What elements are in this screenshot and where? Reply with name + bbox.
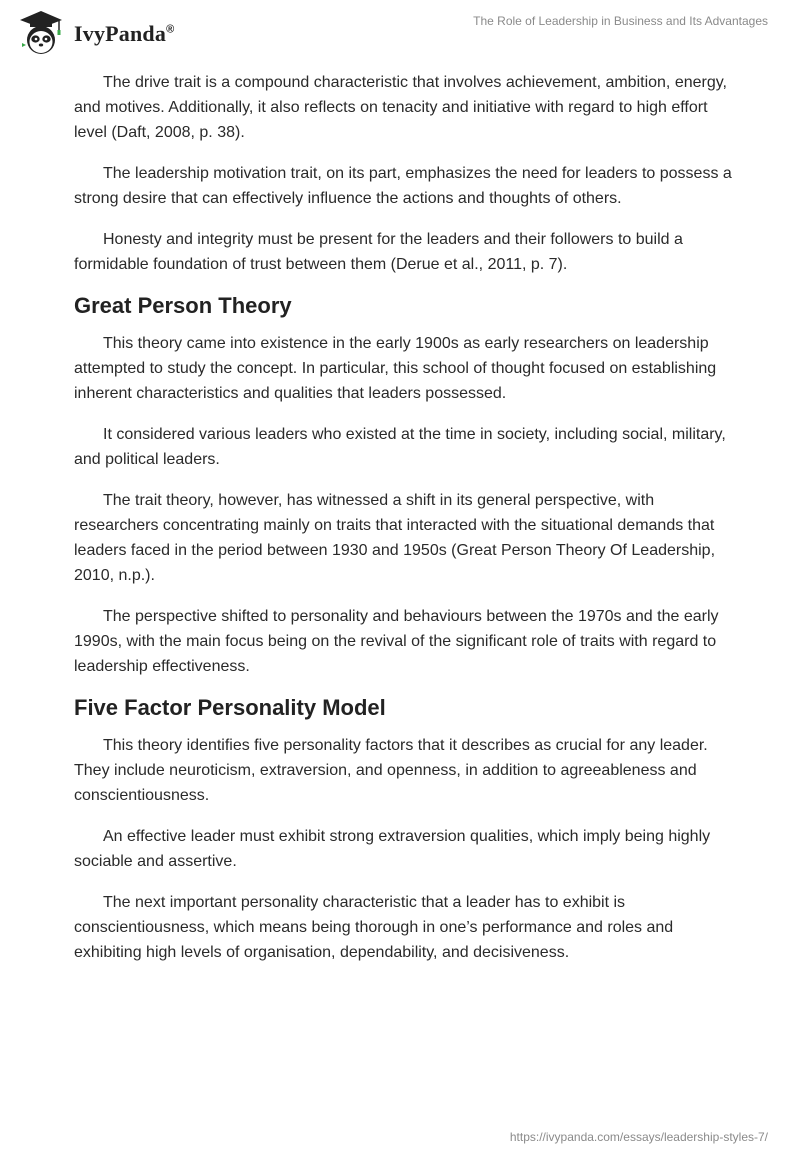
- paragraph: An effective leader must exhibit strong extraversion qualities, which imply being highly sociable and assertive.: [74, 828, 711, 870]
- paragraph: Honesty and integrity must be present for the leaders and their followers to build a formidable foundation of trust between them (Derue et al., 2011, p. 7).: [74, 231, 683, 273]
- paragraph: This theory came into existence in the early 1900s as early researchers on leadership attempted to study the concept. In particular, this school of thought focused on establishing inherent characteristics and qualities that leaders possessed.: [74, 335, 717, 402]
- section-heading: Great Person Theory: [74, 293, 292, 318]
- paragraph: The perspective shifted to personality and behaviours between the 1970s and the early 1990s, with the main focus being on the revival of the significant role of traits with regard to leadership effectiveness.: [74, 608, 719, 675]
- brand-name: IvyPanda®: [74, 21, 175, 46]
- paragraph: It considered various leaders who existed at the time in society, including social, military, and political leaders.: [74, 426, 726, 468]
- source-url[interactable]: https://ivypanda.com/essays/leadership-styles-7/: [509, 1130, 768, 1144]
- essay-body: [74, 70, 734, 981]
- paragraph: The leadership motivation trait, on its part, emphasizes the need for leaders to possess a strong desire that can effectively influence the actions and thoughts of others.: [74, 165, 732, 207]
- section-heading: Five Factor Personality Model: [74, 695, 386, 720]
- panda-graduate-logo-icon: [16, 9, 66, 57]
- ivypanda-logo[interactable]: [16, 9, 174, 57]
- document-title: The Role of Leadership in Business and Its Advantages: [473, 14, 768, 28]
- paragraph: The drive trait is a compound characteristic that involves achievement, ambition, energy, and motives. Additionally, it also reflects on tenacity and initiative with regard to high effort level (Daft, 2008, p. 38).: [74, 74, 727, 141]
- paragraph: The next important personality characteristic that a leader has to exhibit is conscientiousness, which means being thorough in one’s performance and roles and exhibiting high levels of organisation, dependability, and decisiveness.: [74, 894, 674, 961]
- paragraph: This theory identifies five personality factors that it describes as crucial for any leader. They include neuroticism, extraversion, and openness, in addition to agreeableness and conscientiousness.: [74, 737, 708, 804]
- page-header: [0, 0, 800, 70]
- paragraph: The trait theory, however, has witnessed a shift in its general perspective, with researchers concentrating mainly on traits that interacted with the situational demands that leaders faced in the period between 1930 and 1950s (Great Person Theory Of Leadership, 2010, n.p.).: [74, 492, 716, 584]
